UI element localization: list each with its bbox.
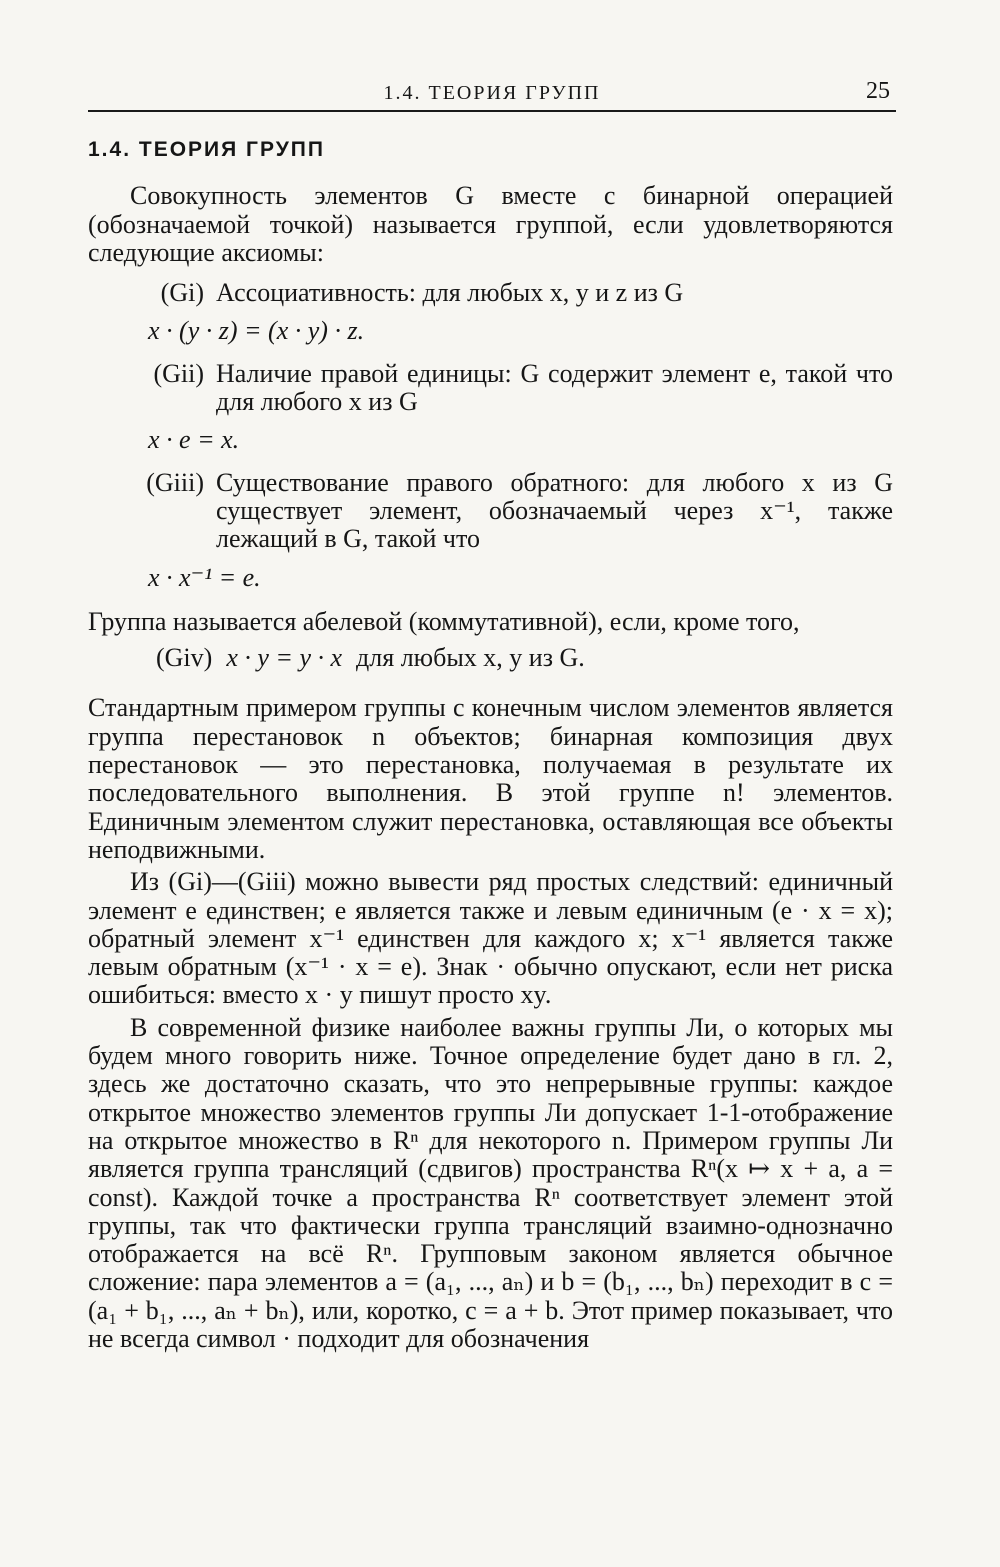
axiom-label: (Giii) <box>146 467 204 497</box>
axiom-label: (Gii) <box>153 358 204 388</box>
axiom-formula: x · y = y · x <box>226 643 343 673</box>
page-number: 25 <box>866 78 890 104</box>
body-paragraph: Стандартным примером группы с конечным числом элементов является группа перестановок n объектов; бинарная композиция двух перестановок — это перестановка, получаемая в результате их последовательного выполнения. В этой группе n! элементов. Единичным элементом служит перестановка, оставляющая все объекты неподвижными. <box>88 693 893 864</box>
axiom-gii <box>88 360 893 417</box>
axiom-text: для любых x, y из G. <box>356 643 585 673</box>
axiom-formula: x · (y · z) = (x · y) · z. <box>148 316 365 346</box>
body-paragraph: Из (Gi)—(Giii) можно вывести ряд простых следствий: единичный элемент e единствен; e является также и левым единичным (e · x = x); обратный элемент x⁻¹ единствен для каждого x; x⁻¹ является также левым обратным (x⁻¹ · x = e). Знак · обычно опускают, если нет риска ошибиться: вместо x · y пишут просто xy. <box>88 867 893 1010</box>
body-paragraph: В современной физике наиболее важны группы Ли, о которых мы будем много говорить ниже. Точное определение будет дано в гл. 2, здесь же достаточно сказать, что это непрерывные группы: каждое открытое множество элементов группы Ли допускает 1-1-отображение на открытое множество в Rⁿ для некоторого n. Примером группы Ли является группа трансляций (сдвигов) пространства Rⁿ(x ↦ x + a, a = const). Каждой точке a пространства Rⁿ соответствует элемент этой группы, так что фактически группа трансляций взаимно-однозначно отображается на всё Rⁿ. Групповым законом является обычное сложение: пара элементов a = (a₁, ..., aₙ) и b = (b₁, ..., bₙ) переходит в c = (a₁ + b₁, ..., aₙ + bₙ), или, коротко, c = a + b. Этот пример показывает, что не всегда символ · подходит для обозначения <box>88 1012 893 1353</box>
section-heading: 1.4. ТЕОРИЯ ГРУПП <box>88 138 325 161</box>
axiom-label: (Giv) <box>156 643 213 673</box>
page-content <box>88 128 893 1353</box>
intro-paragraph: Совокупность элементов G вместе с бинарной операцией (обозначаемой точкой) называется группой, если удовлетворяются следующие аксиомы: <box>88 181 893 267</box>
running-title: 1.4. ТЕОРИЯ ГРУПП <box>383 82 601 104</box>
axiom-text: Наличие правой единицы: G содержит элемент e, такой что для любого x из G <box>216 358 893 417</box>
abelian-definition: Группа называется абелевой (коммутативной), если, кроме того, <box>88 606 800 636</box>
axiom-giv <box>156 644 893 672</box>
axiom-gi <box>88 279 893 307</box>
axiom-formula: x · e = x. <box>148 425 240 455</box>
axiom-label: (Gi) <box>160 278 204 308</box>
axiom-text: Ассоциативность: для любых x, y и z из G <box>216 278 684 308</box>
running-header <box>88 74 896 112</box>
axiom-formula: x · x⁻¹ = e. <box>148 562 261 592</box>
axiom-giii <box>88 469 893 554</box>
axiom-text: Существование правого обратного: для любого x из G существует элемент, обозначаемый через x⁻¹, также лежащий в G, такой что <box>216 467 893 554</box>
